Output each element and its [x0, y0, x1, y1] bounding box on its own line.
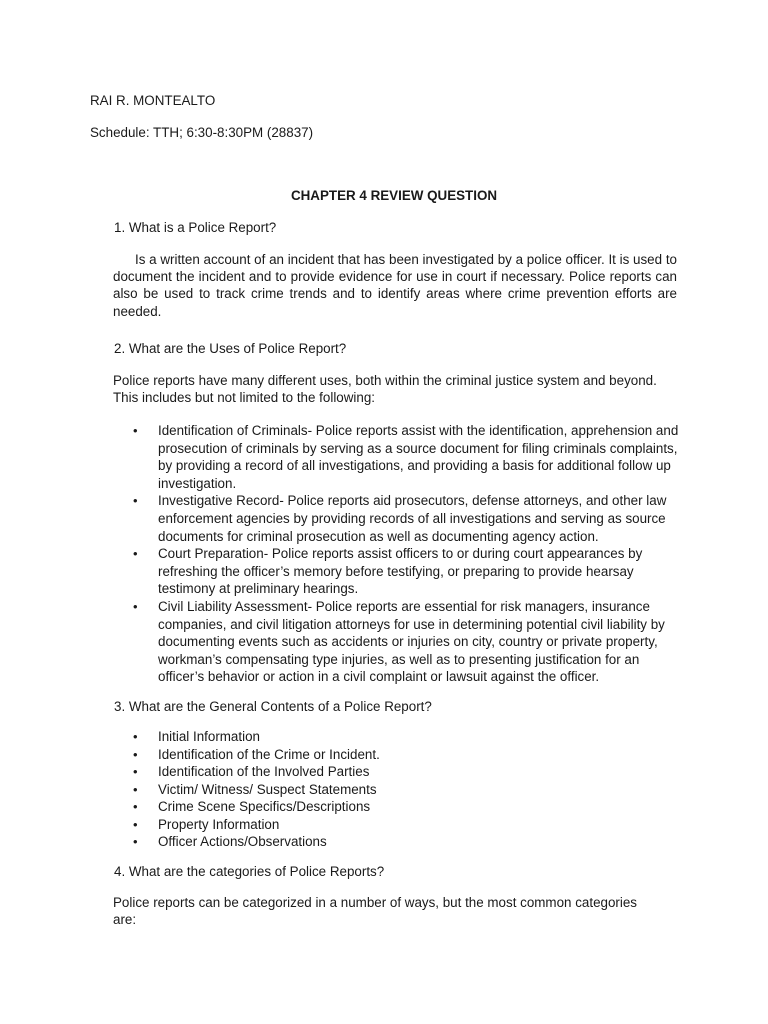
- list-item: [114, 763, 684, 781]
- list-item: [114, 746, 684, 764]
- question-3: 3. What are the General Contents of a Police Report?: [114, 699, 432, 714]
- question-4: 4. What are the categories of Police Reports?: [114, 864, 385, 879]
- question-2: 2. What are the Uses of Police Report?: [114, 341, 347, 356]
- answer-4-intro: Police reports can be categorized in a number of ways, but the most common categories are:: [113, 895, 637, 928]
- list-item-text: Identification of Criminals- Police reports assist with the identification, apprehension and prosecution of criminals by serving as a source document for filing criminals complaints, by providing a record of all investigations, and providing a basis for additional follow up investigation.: [158, 423, 679, 491]
- bullet-icon: •: [133, 834, 138, 849]
- list-item-text: Victim/ Witness/ Suspect Statements: [158, 781, 377, 797]
- answer-2-intro: Police reports have many different uses, both within the criminal justice system and beyond. This includes but not limited to the following:: [113, 373, 657, 406]
- bullet-icon: •: [133, 746, 138, 762]
- list-item-text: Identification of the Crime or Incident.: [158, 746, 380, 762]
- list-item-text: Court Preparation- Police reports assist officers to or during court appearances by refreshing the officer’s memory before testifying, or preparing to provide hearsay testimony at preliminary hearings.: [158, 546, 643, 597]
- list-item-text: Identification of the Involved Parties: [158, 764, 370, 779]
- bullet-icon: •: [133, 764, 138, 779]
- list-item: [114, 816, 684, 834]
- list-item: [114, 598, 684, 686]
- contents-list: [114, 728, 684, 851]
- list-item: [114, 833, 684, 851]
- list-item-text: Property Information: [158, 816, 280, 832]
- list-item-text: Civil Liability Assessment- Police reports are essential for risk managers, insurance companies, and civil litigation attorneys for use in determining potential civil liability by documenting events such as accidents or injuries on city, country or private property, workman’s compensating type injuries, as well as to presenting justification for an officer’s behavior or action in a civil complaint or lawsuit against the officer.: [158, 598, 665, 685]
- answer-1: Is a written account of an incident that has been investigated by a police officer. It is used to document the incident and to provide evidence for use in court if necessary. Police reports can also be used to track crime trends and to identify areas where crime prevention efforts are needed.: [113, 252, 677, 319]
- list-item: [114, 728, 684, 746]
- list-item: [114, 492, 684, 545]
- bullet-icon: •: [133, 423, 138, 438]
- bullet-icon: •: [133, 729, 138, 744]
- bullet-icon: •: [133, 781, 138, 797]
- bullet-icon: •: [133, 598, 138, 614]
- list-item: [114, 781, 684, 799]
- schedule-line: Schedule: TTH; 6:30-8:30PM (28837): [90, 125, 314, 140]
- bullet-icon: •: [133, 816, 138, 832]
- author-name: RAI R. MONTEALTO: [90, 93, 216, 108]
- list-item-text: Officer Actions/Observations: [158, 834, 327, 849]
- list-item: [114, 545, 684, 598]
- uses-list: [114, 422, 684, 686]
- question-1: 1. What is a Police Report?: [114, 220, 277, 235]
- bullet-icon: •: [133, 799, 138, 814]
- list-item-text: Investigative Record- Police reports aid prosecutors, defense attorneys, and other law enforcement agencies by providing records of all investigations and serving as source documents for criminal prosecution as well as documenting agency action.: [158, 493, 667, 544]
- list-item-text: Crime Scene Specifics/Descriptions: [158, 799, 371, 814]
- list-item-text: Initial Information: [158, 729, 260, 744]
- list-item: [114, 798, 684, 816]
- chapter-title: CHAPTER 4 REVIEW QUESTION: [290, 188, 498, 203]
- bullet-icon: •: [133, 493, 138, 509]
- bullet-icon: •: [133, 546, 138, 562]
- list-item: [114, 422, 684, 492]
